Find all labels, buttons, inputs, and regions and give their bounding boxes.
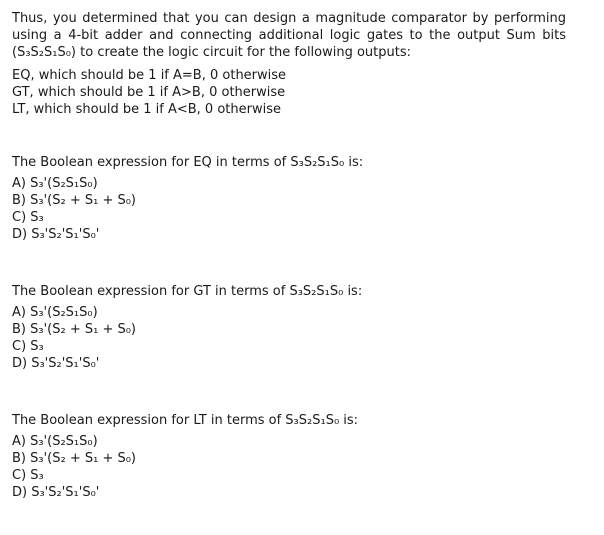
option-c: C) S₃: [12, 339, 44, 354]
question-eq: [12, 154, 566, 243]
option-a: A) S₃'(S₂S₁S₀): [12, 176, 98, 191]
option-d: D) S₃'S₂'S₁'S₀': [12, 356, 100, 371]
intro-paragraph: Thus, you determined that you can design a magnitude comparator by performing using a 4-bit adder and connecting additional logic gates to the output Sum bits (S₃S₂S₁S₀) to create the logic circuit for the following outputs:: [12, 11, 566, 60]
option-b: B) S₃'(S₂ + S₁ + S₀): [12, 322, 137, 337]
option-c: C) S₃: [12, 210, 44, 225]
option-b: B) S₃'(S₂ + S₁ + S₀): [12, 193, 137, 208]
question-prompt: The Boolean expression for LT in terms of S₃S₂S₁S₀ is:: [12, 413, 359, 428]
definition-gt: GT, which should be 1 if A>B, 0 otherwise: [12, 85, 286, 100]
option-d: D) S₃'S₂'S₁'S₀': [12, 227, 100, 242]
options-list: [12, 433, 566, 501]
question-prompt: The Boolean expression for GT in terms of S₃S₂S₁S₀ is:: [12, 284, 363, 299]
document: [12, 10, 566, 501]
option-c: C) S₃: [12, 468, 44, 483]
definition-lt: LT, which should be 1 if A<B, 0 otherwise: [12, 102, 281, 117]
question-lt: [12, 412, 566, 501]
option-d: D) S₃'S₂'S₁'S₀': [12, 485, 100, 500]
definitions-list: [12, 67, 566, 118]
definition-eq: EQ, which should be 1 if A=B, 0 otherwise: [12, 68, 287, 83]
option-a: A) S₃'(S₂S₁S₀): [12, 305, 98, 320]
option-b: B) S₃'(S₂ + S₁ + S₀): [12, 451, 137, 466]
question-gt: [12, 283, 566, 372]
option-a: A) S₃'(S₂S₁S₀): [12, 434, 98, 449]
question-prompt: The Boolean expression for EQ in terms of S₃S₂S₁S₀ is:: [12, 155, 364, 170]
options-list: [12, 304, 566, 372]
options-list: [12, 175, 566, 243]
